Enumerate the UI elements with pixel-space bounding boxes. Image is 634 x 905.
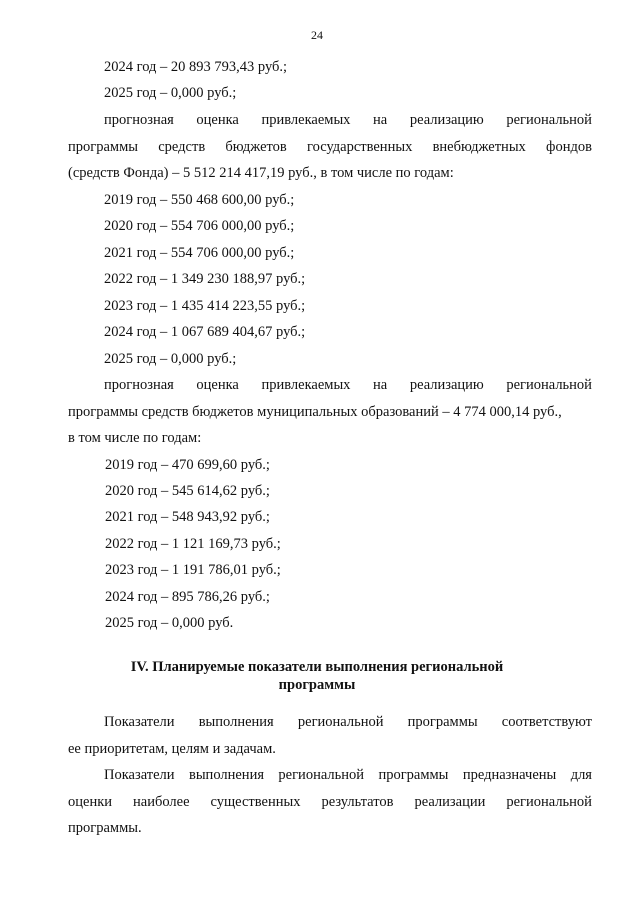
word: оценка — [196, 112, 239, 128]
word: реализации — [414, 794, 486, 810]
word: наиболее — [133, 794, 190, 810]
word: выполнения — [188, 767, 264, 783]
word: на — [373, 112, 388, 128]
indicators-paragraph-1-line-1 — [104, 713, 592, 731]
word: фондов — [546, 139, 592, 155]
word: реализацию — [409, 112, 484, 128]
word: выполнения — [198, 714, 274, 730]
municipal-year-2024: 2024 год – 895 786,26 руб.; — [105, 589, 270, 605]
word: соответствуют — [501, 714, 592, 730]
word: региональной — [506, 112, 592, 128]
word: региональной — [506, 377, 592, 393]
municipal-paragraph-line-1 — [104, 376, 592, 394]
indicators-paragraph-2-line-1 — [104, 766, 592, 784]
word: программы — [378, 767, 449, 783]
word: Показатели — [104, 714, 175, 730]
word: привлекаемых — [261, 377, 351, 393]
indicators-paragraph-1-line-2: ее приоритетам, целям и задачам. — [68, 741, 276, 757]
municipal-year-2021: 2021 год – 548 943,92 руб.; — [105, 509, 270, 525]
word: региональной — [278, 767, 365, 783]
word: оценка — [196, 377, 239, 393]
word: существенных — [210, 794, 301, 810]
fund-year-2022: 2022 год – 1 349 230 188,97 руб.; — [104, 271, 306, 287]
municipal-year-2020: 2020 год – 545 614,62 руб.; — [105, 483, 270, 499]
fund-paragraph-line-1 — [104, 111, 592, 129]
word: предназначены — [462, 767, 557, 783]
fund-year-2021: 2021 год – 554 706 000,00 руб.; — [104, 245, 295, 261]
municipal-year-2019: 2019 год – 470 699,60 руб.; — [105, 457, 270, 473]
word: средств — [158, 139, 206, 155]
word: Показатели — [104, 767, 175, 783]
fund-paragraph-line-2 — [68, 138, 592, 156]
municipal-year-2022: 2022 год – 1 121 169,73 руб.; — [105, 536, 281, 552]
fund-paragraph-line-3: (средств Фонда) – 5 512 214 417,19 руб., в том числе по годам: — [68, 165, 454, 181]
word: внебюджетных — [432, 139, 526, 155]
municipal-paragraph-line-3: в том числе по годам: — [68, 430, 202, 446]
municipal-year-2023: 2023 год – 1 191 786,01 руб.; — [105, 562, 281, 578]
fund-year-2019: 2019 год – 550 468 600,00 руб.; — [104, 192, 295, 208]
fund-year-2020: 2020 год – 554 706 000,00 руб.; — [104, 218, 295, 234]
word: результатов — [321, 794, 394, 810]
word: привлекаемых — [261, 112, 351, 128]
municipal-paragraph-line-2: программы средств бюджетов муниципальных образований – 4 774 000,14 руб., — [68, 404, 562, 420]
word: государственных — [307, 139, 413, 155]
word: региональной — [506, 794, 592, 810]
municipal-year-2025: 2025 год – 0,000 руб. — [105, 615, 234, 631]
word: программы — [407, 714, 478, 730]
word: для — [570, 767, 592, 783]
word: бюджетов — [225, 139, 287, 155]
year-line-2025: 2025 год – 0,000 руб.; — [104, 85, 237, 101]
section-heading-line-1: IV. Планируемые показатели выполнения региональной — [130, 659, 504, 675]
page-number: 24 — [311, 28, 323, 42]
year-line-2024: 2024 год – 20 893 793,43 руб.; — [104, 59, 288, 75]
word: на — [373, 377, 388, 393]
word: оценки — [68, 794, 113, 810]
word: прогнозная — [104, 377, 174, 393]
word: программы — [68, 139, 138, 155]
fund-year-2023: 2023 год – 1 435 414 223,55 руб.; — [104, 298, 306, 314]
section-heading-line-2: программы — [278, 677, 356, 693]
word: реализацию — [409, 377, 484, 393]
fund-year-2025: 2025 год – 0,000 руб.; — [104, 351, 237, 367]
word: прогнозная — [104, 112, 174, 128]
word: региональной — [297, 714, 384, 730]
indicators-paragraph-2-line-3: программы. — [68, 820, 142, 836]
fund-year-2024: 2024 год – 1 067 689 404,67 руб.; — [104, 324, 306, 340]
indicators-paragraph-2-line-2 — [68, 793, 592, 811]
